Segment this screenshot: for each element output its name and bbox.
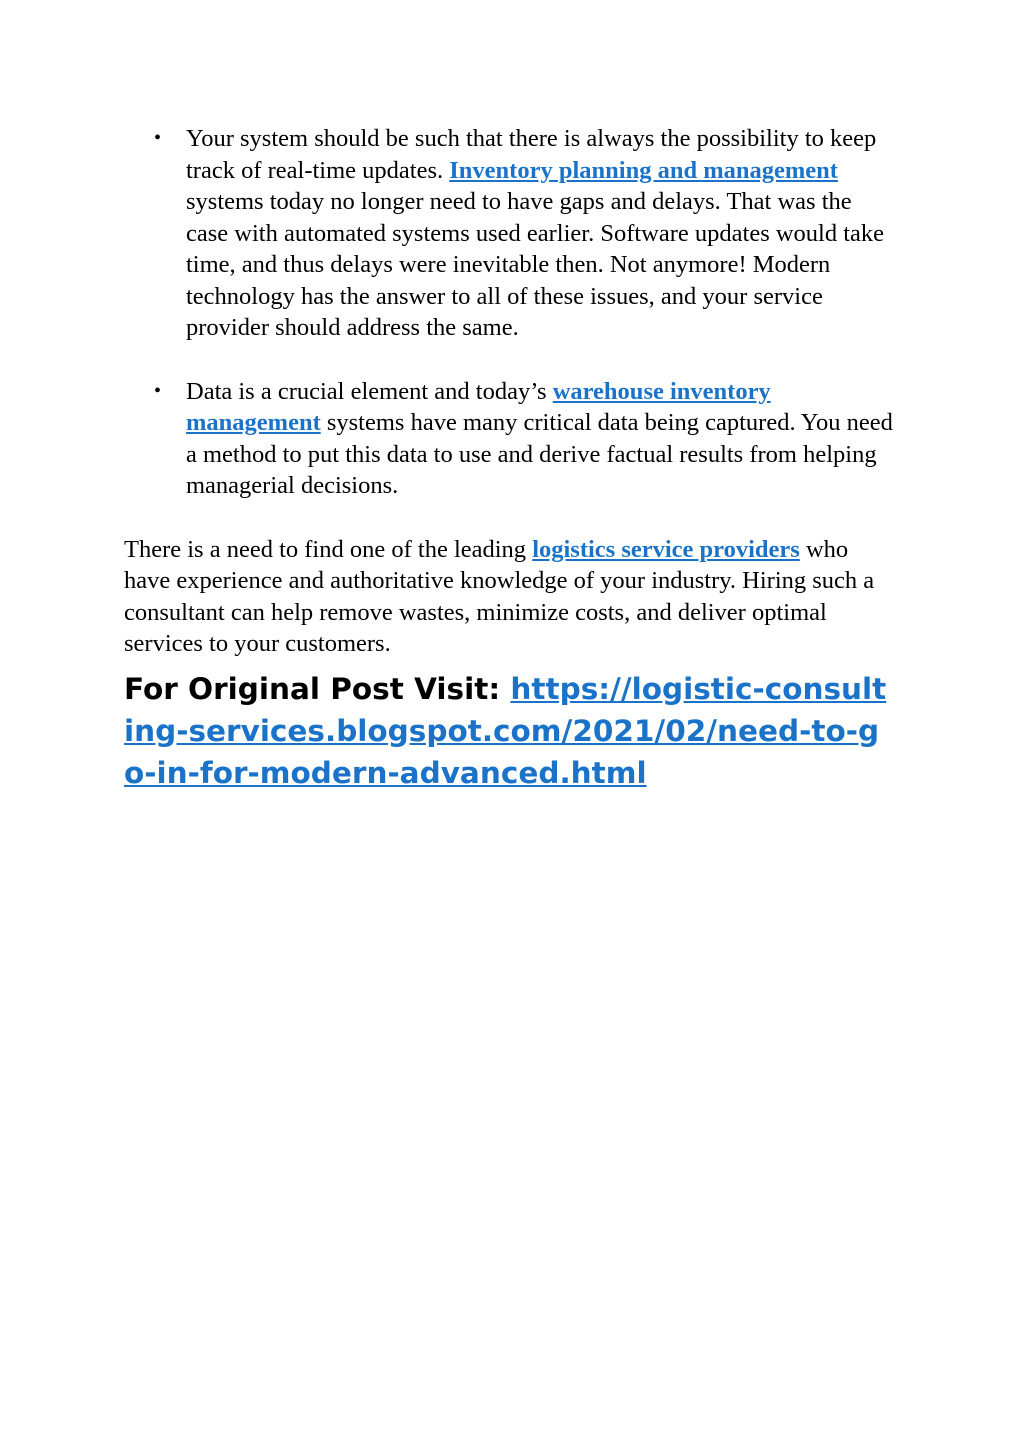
original-post-label: For Original Post Visit: <box>124 671 511 706</box>
warehouse-inventory-link[interactable]: warehouse inventory management <box>186 377 771 436</box>
bullet-icon: • <box>154 127 162 149</box>
paragraph-text-before: There is a need to find one of the leading <box>124 535 533 563</box>
bullet-icon: • <box>154 379 162 402</box>
document-content <box>124 123 894 794</box>
list-item <box>124 376 894 502</box>
original-post-heading <box>124 668 894 794</box>
inventory-planning-link[interactable]: Inventory planning and management <box>449 156 838 184</box>
logistics-providers-link[interactable]: logistics service providers <box>532 535 800 563</box>
paragraph-text-after: who have experience and authoritative knowledge of your industry. Hiring such a consultant can help remove wastes, minimize costs, and deliver optimal services to your customers. <box>124 535 875 657</box>
bullet-text-before: Data is a crucial element and today’s <box>186 377 553 405</box>
original-post-url-link[interactable]: https://logistic-consulting-services.blogspot.com/2021/02/need-to-go-in-for-modern-advanced.html <box>124 671 887 790</box>
bullet-text-before: Your system should be such that there is always the possibility to keep track of real-time updates. <box>186 125 877 184</box>
list-item <box>124 123 894 344</box>
bullet-list <box>124 123 894 502</box>
bullet-text-after: systems today no longer need to have gaps and delays. That was the case with automated systems used earlier. Software updates would take time, and thus delays were inevitable then. Not anymore! Modern technology has the answer to all of these issues, and your service provider should address the same. <box>186 188 885 341</box>
bullet-text-after: systems have many critical data being captured. You need a method to put this data to use and derive factual results from helping managerial decisions. <box>186 409 893 499</box>
closing-paragraph <box>124 534 894 660</box>
